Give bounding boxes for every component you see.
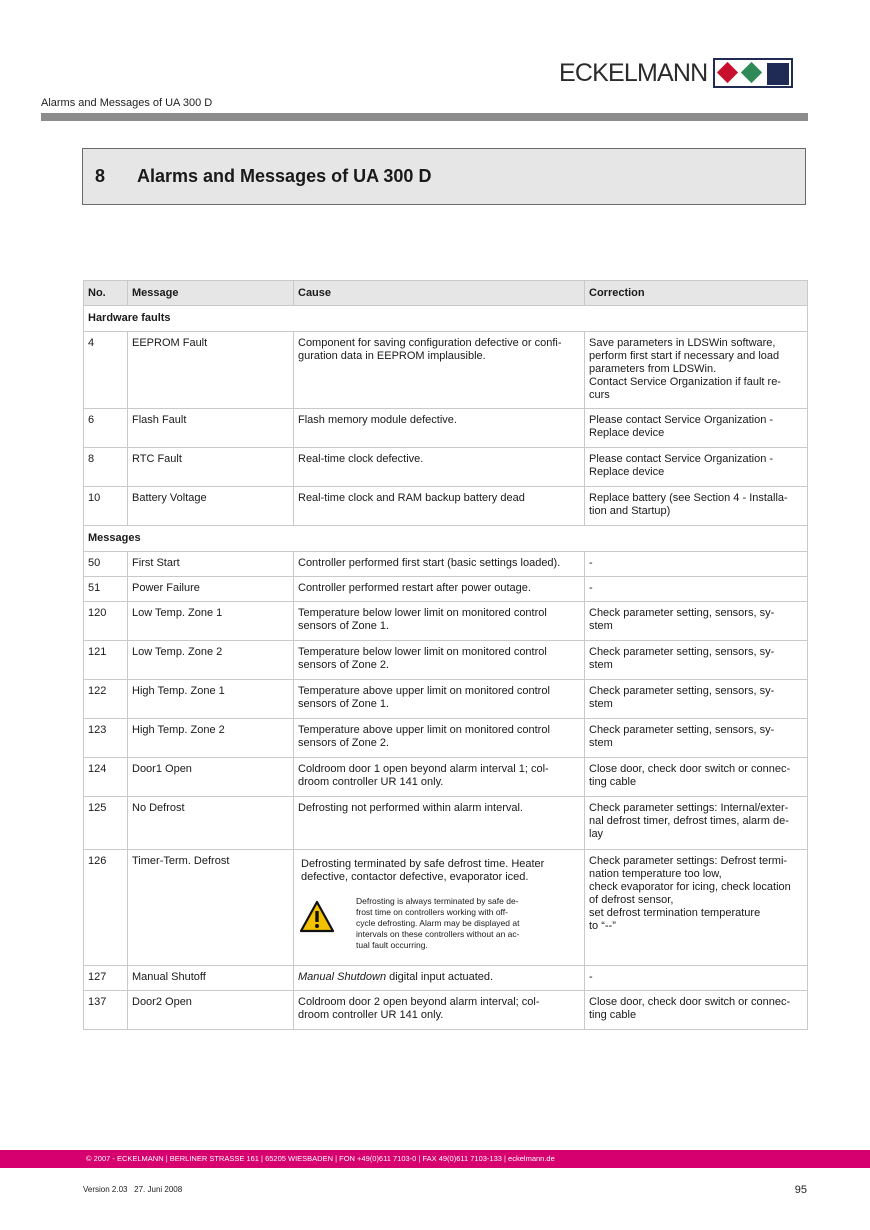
cell-cause: Temperature below lower limit on monitored control sensors of Zone 2. — [294, 641, 585, 680]
cell-no: 124 — [84, 758, 128, 797]
cause-text: digital input actuated. — [386, 971, 494, 983]
table-row — [84, 332, 808, 409]
cell-no: 122 — [84, 680, 128, 719]
eckelmann-logo — [559, 58, 793, 88]
cell-cause: Component for saving configuration defective or confi- guration data in EEPROM implausible. — [294, 332, 585, 409]
input-name: Manual Shutdown — [298, 971, 387, 983]
cell-correction: Close door, check door switch or connec- ting cable — [585, 758, 808, 797]
col-header-correction: Correction — [585, 281, 808, 306]
cell-correction: Check parameter settings: Internal/exter- nal defrost timer, defrost times, alarm de- lay — [585, 797, 808, 850]
footer-bar — [0, 1150, 870, 1168]
cell-message: Timer-Term. Defrost — [128, 850, 294, 966]
section-title: Messages — [84, 526, 808, 552]
chapter-heading — [82, 148, 806, 205]
cell-correction: Check parameter setting, sensors, sy- stem — [585, 719, 808, 758]
cell-message: Power Failure — [128, 577, 294, 602]
cell-message: Low Temp. Zone 1 — [128, 602, 294, 641]
cell-message: RTC Fault — [128, 448, 294, 487]
logo-emblem-icon — [713, 58, 793, 88]
cause-text: Defrosting terminated by safe defrost time. Heater defective, contactor defective, evaporator iced. — [301, 858, 545, 883]
table-row — [84, 641, 808, 680]
cell-cause — [294, 966, 585, 991]
cell-message: EEPROM Fault — [128, 332, 294, 409]
cell-no: 4 — [84, 332, 128, 409]
table-row — [84, 487, 808, 526]
col-header-cause: Cause — [294, 281, 585, 306]
page-number: 95 — [794, 1184, 807, 1196]
cell-correction: Please contact Service Organization - Replace device — [585, 448, 808, 487]
table-row — [84, 602, 808, 641]
chapter-number: 8 — [95, 166, 106, 186]
cell-cause: Defrosting not performed within alarm interval. — [294, 797, 585, 850]
cell-cause: Controller performed restart after power outage. — [294, 577, 585, 602]
cell-no: 137 — [84, 991, 128, 1030]
table-row — [84, 409, 808, 448]
cell-correction: Check parameter setting, sensors, sy- stem — [585, 680, 808, 719]
table-row — [84, 758, 808, 797]
warning-note — [300, 896, 580, 951]
cell-cause: Coldroom door 1 open beyond alarm interval 1; col- droom controller UR 141 only. — [294, 758, 585, 797]
cell-message: High Temp. Zone 1 — [128, 680, 294, 719]
cell-correction: Replace battery (see Section 4 - Installa- tion and Startup) — [585, 487, 808, 526]
cell-message: Low Temp. Zone 2 — [128, 641, 294, 680]
table-row — [84, 448, 808, 487]
table-row — [84, 966, 808, 991]
cell-cause: Temperature above upper limit on monitored control sensors of Zone 1. — [294, 680, 585, 719]
version-date: Version 2.03 27. Juni 2008 — [83, 1185, 183, 1194]
cell-correction: Please contact Service Organization - Replace device — [585, 409, 808, 448]
footer-address: © 2007 - ECKELMANN | BERLINER STRASSE 161 | 65205 WIESBADEN | FON +49(0)611 7103-0 | FAX 49(0)611 7103-133 | eckelmann.de — [86, 1154, 555, 1163]
cell-message: First Start — [128, 552, 294, 577]
cell-no: 10 — [84, 487, 128, 526]
logo-wordmark: ECKELMANN — [559, 58, 708, 87]
section-title: Hardware faults — [84, 306, 808, 332]
header-divider — [41, 113, 808, 121]
table-row — [84, 577, 808, 602]
section-row-hardware — [84, 306, 808, 332]
cell-cause: Coldroom door 2 open beyond alarm interval; col- droom controller UR 141 only. — [294, 991, 585, 1030]
table-row — [84, 850, 808, 966]
chapter-title: Alarms and Messages of UA 300 D — [137, 166, 432, 186]
cell-message: Door2 Open — [128, 991, 294, 1030]
cell-cause: Flash memory module defective. — [294, 409, 585, 448]
cell-no: 121 — [84, 641, 128, 680]
cell-message: Battery Voltage — [128, 487, 294, 526]
cell-no: 6 — [84, 409, 128, 448]
cell-correction: Save parameters in LDSWin software, perform first start if necessary and load parameters from LDSWin. Contact Service Organization if fault re- curs — [585, 332, 808, 409]
table-row — [84, 797, 808, 850]
section-row-messages — [84, 526, 808, 552]
cell-cause: Temperature above upper limit on monitored control sensors of Zone 2. — [294, 719, 585, 758]
cell-cause: Temperature below lower limit on monitored control sensors of Zone 1. — [294, 602, 585, 641]
cell-no: 8 — [84, 448, 128, 487]
cell-message: High Temp. Zone 2 — [128, 719, 294, 758]
cell-correction: Check parameter settings: Defrost termi- nation temperature too low, check evaporator for icing, check location of defrost sensor, set defrost termination temperature to “--” — [585, 850, 808, 966]
cell-correction: - — [585, 577, 808, 602]
table-row — [84, 680, 808, 719]
cell-cause: Real-time clock defective. — [294, 448, 585, 487]
table-row — [84, 552, 808, 577]
alarm-table — [83, 280, 808, 1030]
cell-no: 126 — [84, 850, 128, 966]
running-header: Alarms and Messages of UA 300 D — [41, 97, 213, 109]
col-header-no: No. — [84, 281, 128, 306]
cell-correction: Check parameter setting, sensors, sy- stem — [585, 602, 808, 641]
table-row — [84, 719, 808, 758]
cell-cause — [294, 850, 585, 966]
cell-no: 50 — [84, 552, 128, 577]
cell-cause: Controller performed first start (basic settings loaded). — [294, 552, 585, 577]
cell-correction: - — [585, 966, 808, 991]
warning-triangle-icon — [300, 900, 334, 934]
cell-message: Manual Shutoff — [128, 966, 294, 991]
cell-no: 120 — [84, 602, 128, 641]
cell-message: Flash Fault — [128, 409, 294, 448]
cell-correction: Close door, check door switch or connec- ting cable — [585, 991, 808, 1030]
cell-message: No Defrost — [128, 797, 294, 850]
cell-no: 123 — [84, 719, 128, 758]
cell-no: 127 — [84, 966, 128, 991]
table-row — [84, 991, 808, 1030]
warning-note-text: Defrosting is always terminated by safe de- frost time on controllers working with off- cycle defrosting. Alarm may be displayed at intervals on these controllers without an ac- tual fault occurring. — [356, 896, 520, 950]
cell-no: 125 — [84, 797, 128, 850]
col-header-message: Message — [128, 281, 294, 306]
cell-cause: Real-time clock and RAM backup battery dead — [294, 487, 585, 526]
cell-correction: Check parameter setting, sensors, sy- stem — [585, 641, 808, 680]
table-header-row — [84, 281, 808, 306]
cell-message: Door1 Open — [128, 758, 294, 797]
cell-correction: - — [585, 552, 808, 577]
cell-no: 51 — [84, 577, 128, 602]
